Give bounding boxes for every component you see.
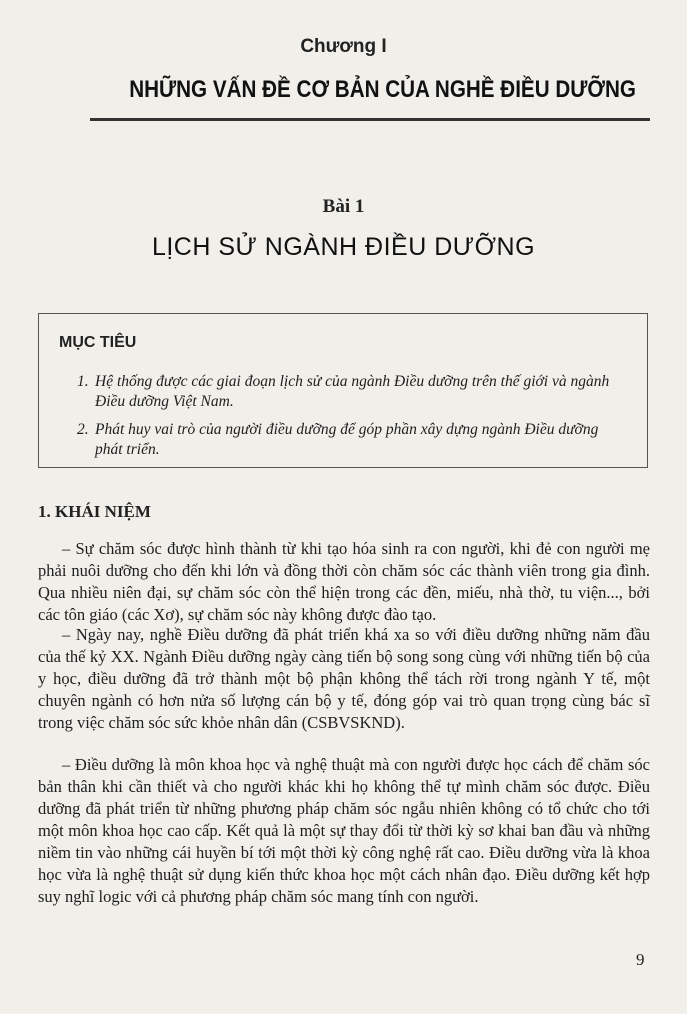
chapter-title: NHỮNG VẤN ĐỀ CƠ BẢN CỦA NGHỀ ĐIỀU DƯỠNG	[129, 76, 636, 103]
body-paragraph: – Ngày nay, nghề Điều dưỡng đã phát triển khá xa so với điều dưỡng những năm đầu của thế kỷ XX. Ngành Điều dưỡng ngày càng tiến bộ song song cùng với những tiến bộ của y học, điều dưỡng đã trở thành một bộ phận không thể tách rời trong ngành Y tế, một chuyên ngành có hơn nửa số lượng cán bộ y tế, đóng góp vai trò quan trọng cùng bác sĩ trong việc chăm sóc sức khỏe nhân dân (CSBVSKND).	[38, 625, 650, 732]
objective-item	[77, 372, 617, 412]
objectives-heading: MỤC TIÊU	[59, 334, 137, 351]
objective-number: 1.	[77, 373, 89, 390]
section-heading: 1. KHÁI NIỆM	[38, 502, 151, 521]
objectives-box	[38, 313, 648, 468]
objective-number: 2.	[77, 421, 89, 438]
body-paragraph: – Điều dưỡng là môn khoa học và nghệ thuật mà con người được học cách để chăm sóc bản thân khi cần thiết và cho người khác khi họ không thể tự mình chăm sóc được. Điều dưỡng đã phát triển từ những phương pháp chăm sóc ngẫu nhiên không có tổ chức cho tới một môn khoa học cao cấp. Kết quả là một sự thay đổi từ thời kỳ sơ khai ban đầu và những niềm tin vào những cái huyền bí tới một thời kỳ công nghệ rất cao. Điều dưỡng vừa là khoa học vừa là nghệ thuật sử dụng kiến thức khoa học một cách nhân đạo. Điều dưỡng kết hợp suy nghĩ logic với cả phương pháp chăm sóc mang tính con người.	[38, 755, 650, 906]
objective-item	[77, 420, 617, 460]
objective-text: Phát huy vai trò của người điều dưỡng để góp phần xây dựng ngành Điều dưỡng phát triển.	[95, 421, 599, 458]
body-paragraph: – Sự chăm sóc được hình thành từ khi tạo hóa sinh ra con người, khi đẻ con người mẹ phải nuôi dưỡng cho đến khi lớn và đồng thời còn chăm sóc các thành viên trong gia đình. Qua nhiều niên đại, sự chăm sóc còn thể hiện trong các đền, miếu, nhà thờ, tu viện..., bởi các tôn giáo (các Xơ), sự chăm sóc này không được đào tạo.	[38, 539, 650, 624]
chapter-title-underline	[90, 118, 650, 121]
page-number: 9	[636, 950, 645, 969]
objectives-list	[77, 372, 617, 468]
chapter-label: Chương I	[300, 36, 387, 57]
lesson-title: LỊCH SỬ NGÀNH ĐIỀU DƯỠNG	[151, 233, 536, 261]
lesson-label: Bài 1	[322, 196, 365, 217]
objective-text: Hệ thống được các giai đoạn lịch sử của ngành Điều dưỡng trên thế giới và ngành Điều dưỡng Việt Nam.	[95, 373, 610, 410]
